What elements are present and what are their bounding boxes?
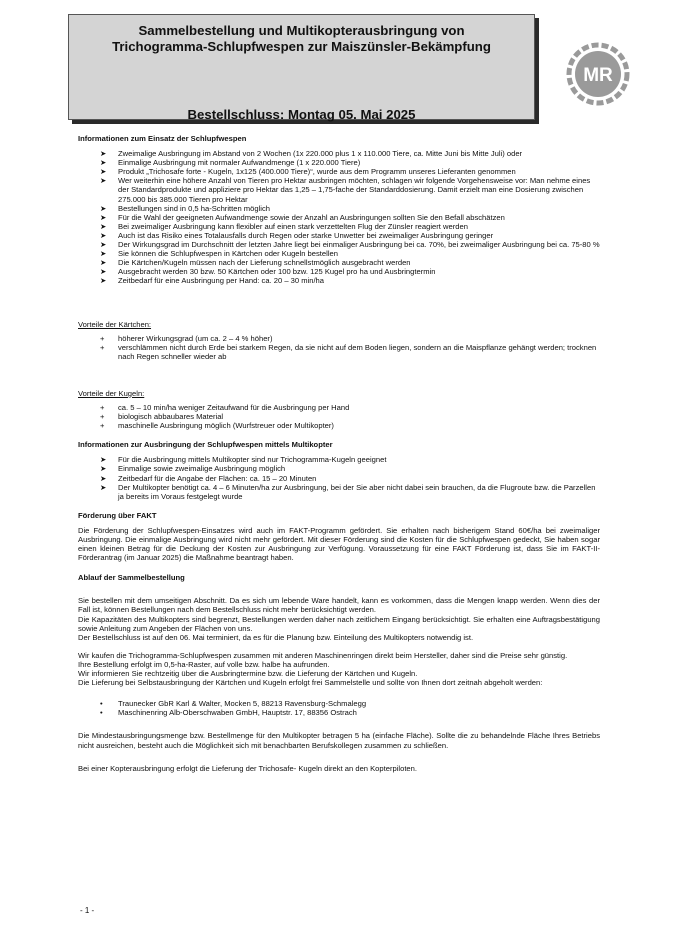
list-item: ➤ Bei zweimaliger Ausbringung kann flexibler auf einen stark verzettelten Flug der Zünsler reagiert werden: [100, 221, 468, 231]
arrow-bullet-icon: ➤: [100, 212, 107, 222]
list-item: ➤ Die Kärtchen/Kugeln müssen nach der Lieferung schnellstmöglich ausgebracht werden: [100, 258, 411, 268]
list-item: ➤ Auch ist das Risiko eines Totalausfalls durch Regen oder starke Unwetter bei zweimaliger Ausbringung geringer: [100, 230, 494, 240]
arrow-bullet-icon: ➤: [100, 167, 107, 177]
document-title: [69, 23, 534, 55]
list-item: + höherer Wirkungsgrad (um ca. 2 – 4 % höher): [100, 333, 273, 343]
logo-text: MR: [583, 65, 613, 86]
arrow-bullet-icon: ➤: [100, 221, 107, 231]
section-heading-foerderung: Förderung über FAKT: [78, 510, 157, 520]
ablauf-paragraph: Die Mindestausbringungsmenge bzw. Bestellmenge für den Multikopter betragen 5 ha (einfache Fläche). Sollte die zu behandelnde Fläche Ihres Betriebs nicht ausreichen, besteht auch die Möglichkeit sich mit benachbarten Berufskollegen zusammen zu schließen.: [78, 731, 600, 750]
address-list: [78, 699, 600, 717]
section-heading-einsatz: Informationen zum Einsatz der Schlupfwespen: [78, 134, 247, 143]
plus-bullet-icon: +: [100, 412, 105, 422]
arrow-bullet-icon: ➤: [100, 176, 107, 186]
list-item: ➤ Der Wirkungsgrad im Durchschnitt der letzten Jahre liegt bei einmaliger Ausbringung bei ca. 70%, bei zweimaliger Ausbringung bei ca. 75-80 %: [100, 240, 600, 250]
arrow-bullet-icon: ➤: [100, 464, 107, 474]
section-heading-multikopter: Informationen zur Ausbringung der Schlupfwespen mittels Multikopter: [78, 440, 333, 450]
title-line-1: Sammelbestellung und Multikopterausbringung von: [138, 23, 465, 38]
ablauf-paragraph: Die Kapazitäten des Multikopters sind begrenzt, Bestellungen werden daher nach zeitlichem Eingang berücksichtigt. Sie erhalten eine Auftragsbestätigung sowie Anleitung zum Angeben der Flächen von uns.: [78, 614, 600, 633]
list-item: + maschinelle Ausbringung möglich (Wurfstreuer oder Multikopter): [100, 421, 334, 431]
mr-logo-icon: [566, 42, 630, 106]
arrow-bullet-icon: ➤: [100, 230, 107, 240]
list-item: ➤ Produkt „Trichosafe forte - Kugeln, 1x125 (400.000 Tiere)“, wurde aus dem Programm unseres Lieferanten genommen: [100, 167, 516, 177]
ablauf-paragraph: Ihre Bestellung erfolgt im 0,5-ha-Raster, auf volle bzw. halbe ha aufrunden.: [78, 659, 330, 669]
list-item: ➤ Zeitbedarf für die Angabe der Flächen: ca. 15 – 20 Minuten: [100, 473, 317, 483]
kaertchen-list: [78, 334, 600, 361]
plus-bullet-icon: +: [100, 402, 105, 412]
dot-bullet-icon: •: [100, 708, 103, 718]
list-item: ➤ Wer weiterhin eine höhere Anzahl von Tieren pro Hektar ausbringen möchten, schlagen wir folgende Vorgehensweise vor: Man nehme eines der Standardprodukte und appliziere pro Hektar das 1,25 – 1,75-fache der Standarddosierung. Damit erzielt man eine Dosierung zwischen 275.000 bis 385.000 Tieren pro Hektar: [100, 176, 591, 204]
list-item: ➤ Für die Wahl der geeigneten Aufwandmenge sowie der Anzahl an Ausbringungen sollten Sie den Befall abschätzen: [100, 212, 505, 222]
ablauf-paragraph: Sie bestellen mit dem umseitigen Abschnitt. Da es sich um lebende Ware handelt, kann es vorkommen, dass die Mengen knapp werden. Wenn dies der Fall ist, können Bestellungen nach dem Bestellschluss nicht mehr berücksichtigt werden.: [78, 596, 600, 615]
list-item: ➤ Zeitbedarf für eine Ausbringung per Hand: ca. 20 – 30 min/ha: [100, 276, 325, 286]
plus-bullet-icon: +: [100, 333, 105, 343]
plus-bullet-icon: +: [100, 421, 105, 431]
order-deadline: Bestellschluss: Montag 05. Mai 2025: [187, 107, 416, 122]
section-heading-ablauf: Ablauf der Sammelbestellung: [78, 573, 185, 583]
einsatz-list: [78, 149, 600, 285]
section-heading-kaertchen: Vorteile der Kärtchen:: [78, 319, 152, 329]
list-item: + ca. 5 – 10 min/ha weniger Zeitaufwand für die Ausbringung per Hand: [100, 402, 350, 412]
list-item: ➤ Zweimalige Ausbringung im Abstand von 2 Wochen (1x 220.000 plus 1 x 110.000 Tiere, ca. Mitte Juni bis Mitte Juli) oder: [100, 149, 523, 159]
arrow-bullet-icon: ➤: [100, 276, 107, 286]
ablauf-paragraph: Die Lieferung bei Selbstausbringung der Kärtchen und Kugeln erfolgt frei Sammelstelle und sollte von Ihnen dort zeitnah abgeholt werden:: [78, 678, 543, 688]
arrow-bullet-icon: ➤: [100, 455, 107, 465]
title-line-2: Trichogramma-Schlupfwespen zur Maiszünsler-Bekämpfung: [112, 39, 491, 54]
section-heading-kugeln: Vorteile der Kugeln:: [78, 388, 145, 398]
arrow-bullet-icon: ➤: [100, 482, 107, 492]
arrow-bullet-icon: ➤: [100, 158, 107, 168]
list-item: ➤ Für die Ausbringung mittels Multikopter sind nur Trichogramma-Kugeln geeignet: [100, 455, 387, 465]
ablauf-paragraph: Wir kaufen die Trichogramma-Schlupfwespen zusammen mit anderen Maschinenringen direkt beim Hersteller, daher sind die Preise sehr günstig.: [78, 650, 568, 660]
page-number: - 1 -: [80, 906, 95, 915]
list-item: ➤ Der Multikopter benötigt ca. 4 – 6 Minuten/ha zur Ausbringung, bei der Sie aber nicht dabei sein brauchen, da die Flugroute bzw. die Parzellen ja bereits im Voraus festgelegt wurde: [100, 482, 596, 501]
arrow-bullet-icon: ➤: [100, 149, 107, 159]
list-item: ➤ Bestellungen sind in 0,5 ha-Schritten möglich: [100, 203, 270, 213]
arrow-bullet-icon: ➤: [100, 240, 107, 250]
arrow-bullet-icon: ➤: [100, 473, 107, 483]
arrow-bullet-icon: ➤: [100, 267, 107, 277]
list-item: ➤ Einmalige Ausbringung mit normaler Aufwandmenge (1 x 220.000 Tiere): [100, 158, 361, 168]
ablauf-paragraph: Der Bestellschluss ist auf den 06. Mai terminiert, da es für die Planung bzw. Einteilung des Multikopters notwendig ist.: [78, 632, 474, 642]
dot-bullet-icon: •: [100, 699, 103, 709]
kugeln-list: [78, 403, 600, 430]
list-item: • Traunecker GbR Karl & Walter, Mocken 5, 88213 Ravensburg-Schmalegg: [100, 699, 367, 709]
title-box: [68, 14, 535, 120]
foerderung-text: Die Förderung der Schlupfwespen-Einsatzes wird auch im FAKT-Programm gefördert. Sie erhalten nach bisherigem Stand 60€/ha bei zweimaliger Ausbringung. Die einmalige Ausbringung wird nicht mehr gefördert. Mit dieser Förderung sind die Kosten für die Schlupfwespen gedeckt, Sie haben sogar einen kleinen Betrag für die Deckung der Kosten zur Ausbringung zur Verfügung. Voraussetzung für eine FAKT Förderung ist, dass Sie im FAKT-II-Förderantrag (im Januar 2025) die Maßnahme beantragt haben.: [78, 525, 600, 563]
multikopter-list: [78, 455, 600, 500]
list-item: ➤ Sie können die Schlupfwespen in Kärtchen oder Kugeln bestellen: [100, 249, 338, 259]
arrow-bullet-icon: ➤: [100, 203, 107, 213]
list-item: + verschlämmen nicht durch Erde bei starkem Regen, da sie nicht auf dem Boden liegen, sondern an die Maispflanze gehängt werden; trocknen nach Regen schneller wieder ab: [100, 342, 597, 361]
arrow-bullet-icon: ➤: [100, 258, 107, 268]
arrow-bullet-icon: ➤: [100, 249, 107, 259]
list-item: + biologisch abbaubares Material: [100, 412, 224, 422]
plus-bullet-icon: +: [100, 342, 105, 352]
ablauf-paragraph: Bei einer Kopterausbringung erfolgt die Lieferung der Trichosafe- Kugeln direkt an den Kopterpiloten.: [78, 763, 417, 773]
list-item: ➤ Ausgebracht werden 30 bzw. 50 Kärtchen oder 100 bzw. 125 Kugel pro ha und Ausbringtermin: [100, 267, 436, 277]
list-item: ➤ Einmalige sowie zweimalige Ausbringung möglich: [100, 464, 286, 474]
document-body: [78, 134, 600, 773]
ablauf-paragraph: Wir informieren Sie rechtzeitig über die Ausbringtermine bzw. die Lieferung der Kärtchen und Kugeln.: [78, 669, 418, 679]
list-item: • Maschinenring Alb-Oberschwaben GmbH, Hauptstr. 17, 88356 Ostrach: [100, 708, 357, 718]
